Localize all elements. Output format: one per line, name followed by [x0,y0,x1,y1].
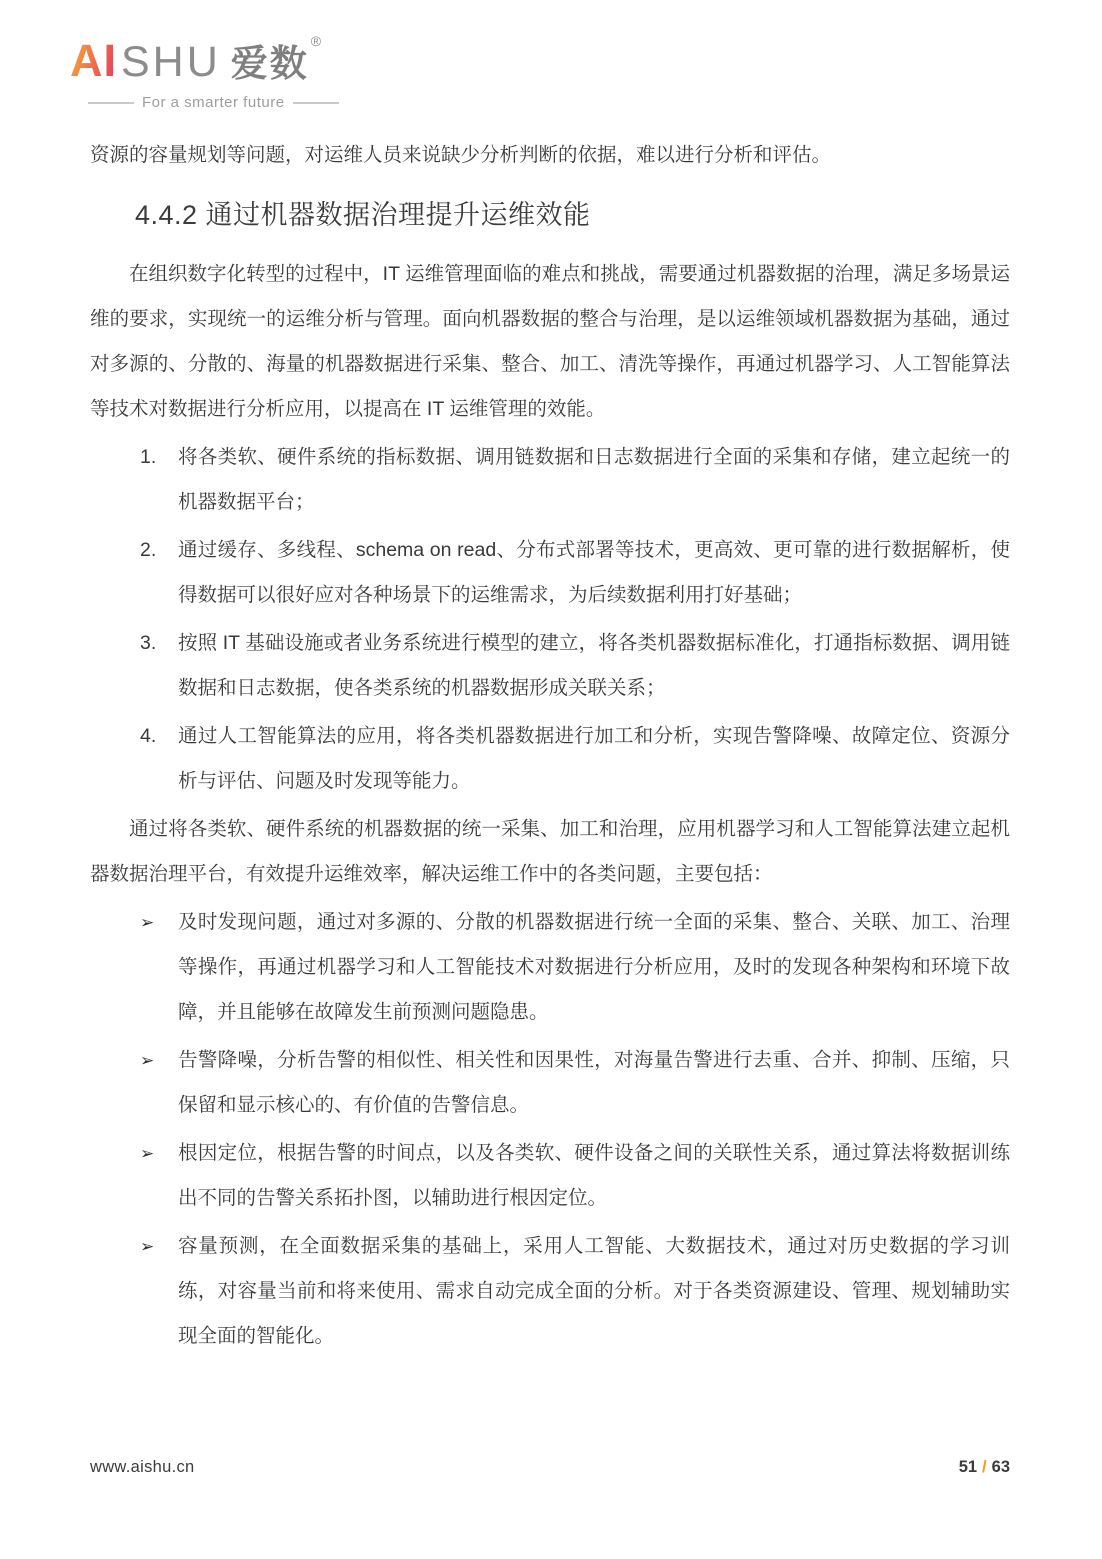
website-link[interactable]: www.aishu.cn [90,1458,195,1476]
page-header [0,0,1102,111]
tagline-right-dash [293,102,339,104]
arrowhead-bullet-icon: ➢ [140,1237,155,1256]
bullet-item-3 [140,1131,1010,1221]
page-separator: / [982,1458,987,1476]
bullet-item-text: 及时发现问题，通过对多源的、分散的机器数据进行统一全面的采集、整合、关联、加工、治理等操作，再通过机器学习和人工智能技术对数据进行分析应用，及时的发现各种架构和环境下故障，并且能够在故障发生前预测问题隐患。 [178,911,1010,1023]
section-heading: 4.4.2 通过机器数据治理提升运维效能 [135,200,591,230]
numbered-item-3 [140,621,1010,711]
document-content [0,111,1102,1359]
page-total: 63 [991,1458,1010,1476]
bullet-item-2 [140,1038,1010,1128]
logo-chinese-name: 爱数 [230,43,309,84]
intro-paragraph: 资源的容量规划等问题，对运维人员来说缺少分析判断的依据，难以进行分析和评估。 [90,144,832,166]
logo-tagline [88,94,1102,111]
paragraph-2: 通过将各类软、硬件系统的机器数据的统一采集、加工和治理，应用机器学习和人工智能算法建立起机器数据治理平台，有效提升运维效率，解决运维工作中的各类问题，主要包括： [90,818,1010,885]
list-number: 4. [140,725,157,747]
page-number [959,1458,1010,1477]
list-number: 1. [140,446,157,468]
aishu-logo [70,33,1102,86]
numbered-item-text: 通过缓存、多线程、schema on read、分布式部署等技术，更高效、更可靠的进行数据解析，使得数据可以很好应对各种场景下的运维需求，为后续数据利用打好基础； [178,539,1010,606]
list-number: 2. [140,539,157,561]
bullet-item-text: 告警降噪，分析告警的相似性、相关性和因果性，对海量告警进行去重、合并、抑制、压缩，只保留和显示核心的、有价值的告警信息。 [178,1049,1010,1116]
numbered-item-1 [140,435,1010,525]
numbered-item-text: 按照 IT 基础设施或者业务系统进行模型的建立，将各类机器数据标准化，打通指标数据、调用链数据和日志数据，使各类系统的机器数据形成关联关系； [178,632,1010,699]
arrowhead-bullet-icon: ➢ [140,1144,155,1163]
list-number: 3. [140,632,157,654]
page-current: 51 [958,1458,978,1476]
numbered-item-text: 将各类软、硬件系统的指标数据、调用链数据和日志数据进行全面的采集和存储，建立起统一的机器数据平台； [178,446,1010,513]
logo-ai-mark-icon: AI [70,35,117,86]
logo-shu-text: SHU [121,38,221,86]
arrowhead-bullet-icon: ➢ [140,913,155,932]
bullet-item-4 [140,1224,1010,1359]
numbered-item-2 [140,528,1010,618]
bullet-item-text: 根因定位，根据告警的时间点，以及各类软、硬件设备之间的关联性关系，通过算法将数据训练出不同的告警关系拓扑图，以辅助进行根因定位。 [178,1142,1010,1209]
tagline-text: For a smarter future [142,94,285,111]
arrowhead-bullet-icon: ➢ [140,1051,155,1070]
paragraph-1: 在组织数字化转型的过程中，IT 运维管理面临的难点和挑战，需要通过机器数据的治理，满足多场景运维的要求，实现统一的运维分析与管理。面向机器数据的整合与治理，是以运维领域机器数据为基础，通过对多源的、分散的、海量的机器数据进行采集、整合、加工、清洗等操作，再通过机器学习、人工智能算法等技术对数据进行分析应用，以提高在 IT 运维管理的效能。 [90,263,1010,420]
registered-trademark-icon: ® [310,33,322,49]
page-footer [90,1458,1010,1477]
numbered-item-text: 通过人工智能算法的应用，将各类机器数据进行加工和分析，实现告警降噪、故障定位、资源分析与评估、问题及时发现等能力。 [178,725,1010,792]
numbered-item-4 [140,714,1010,804]
tagline-left-dash [88,102,134,104]
bullet-item-text: 容量预测，在全面数据采集的基础上，采用人工智能、大数据技术，通过对历史数据的学习训练，对容量当前和将来使用、需求自动完成全面的分析。对于各类资源建设、管理、规划辅助实现全面的智能化。 [178,1235,1010,1347]
bullet-item-1 [140,900,1010,1035]
